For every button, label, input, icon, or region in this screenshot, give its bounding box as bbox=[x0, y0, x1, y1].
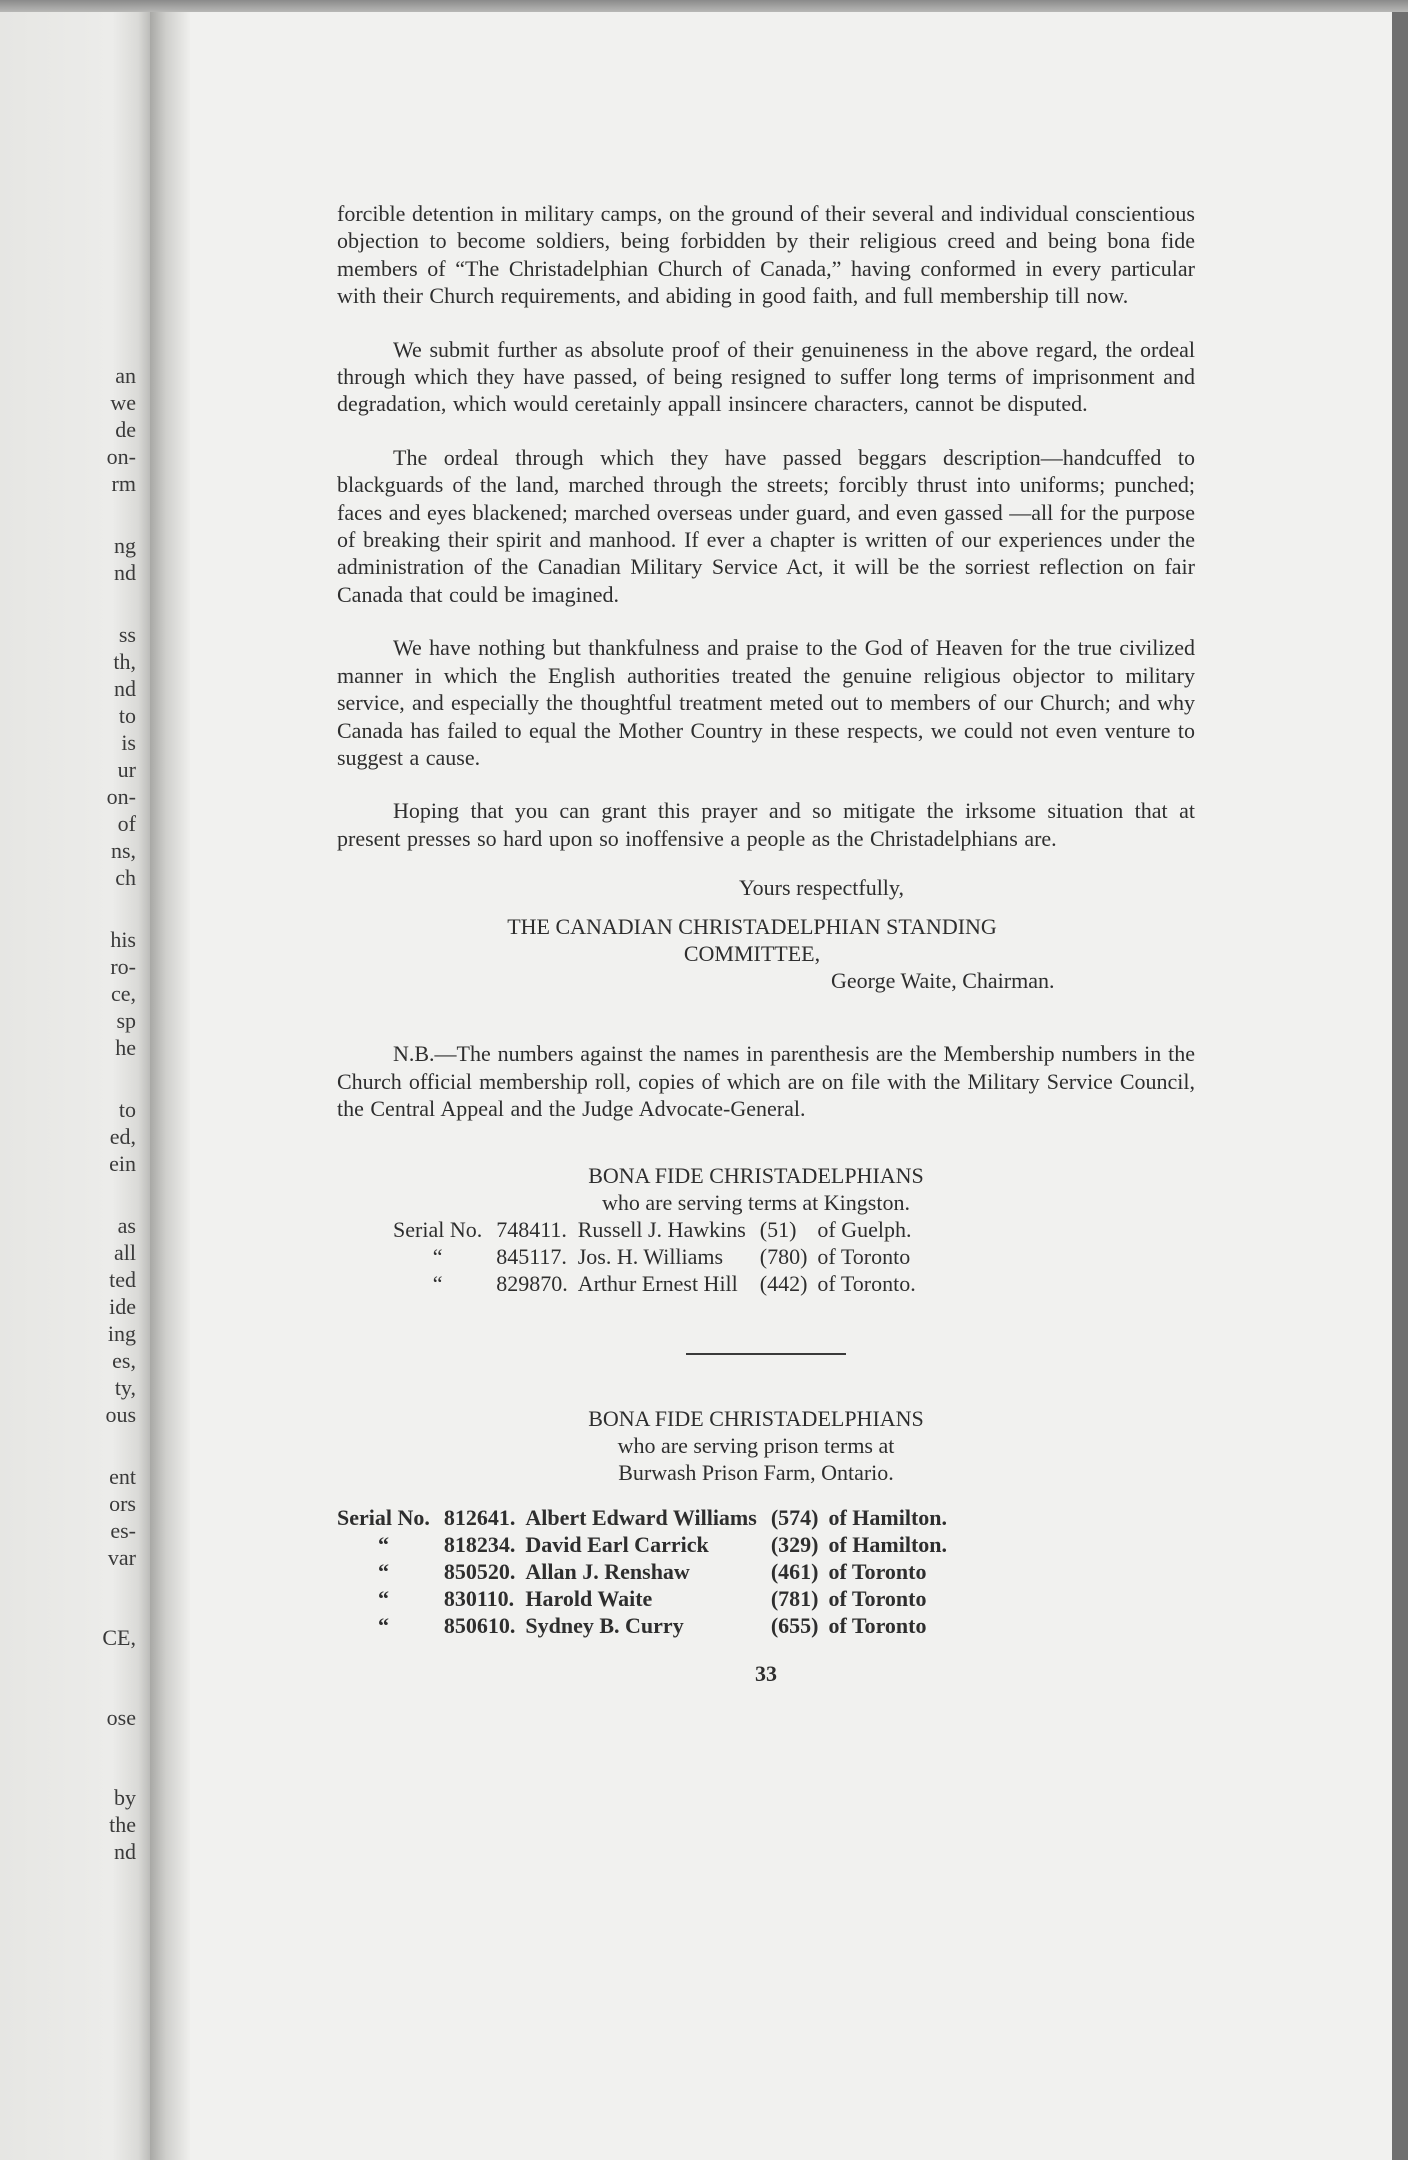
roster-name: Allan J. Renshaw bbox=[525, 1559, 690, 1585]
roster-origin: of Hamilton. bbox=[828, 1532, 948, 1558]
roster-prefix: “ bbox=[432, 1271, 443, 1297]
roster-prefix: “ bbox=[432, 1244, 443, 1270]
left-page-fragment: th, bbox=[113, 649, 136, 674]
left-page-fragment: he bbox=[115, 1035, 136, 1060]
burwash-subheading-1: who are serving prison terms at bbox=[617, 1433, 895, 1459]
signatory: George Waite, Chairman. bbox=[831, 968, 1055, 994]
burwash-heading: BONA FIDE CHRISTADELPHIANS bbox=[588, 1406, 924, 1432]
roster-member: (461) bbox=[770, 1559, 819, 1585]
roster-prefix: Serial No. bbox=[337, 1505, 430, 1531]
left-page-fragment: ein bbox=[109, 1151, 136, 1176]
left-page-fragment: to bbox=[118, 703, 136, 728]
left-page-fragment: ns, bbox=[110, 838, 136, 863]
roster-name: Arthur Ernest Hill bbox=[577, 1271, 738, 1297]
left-page-fragment: on- bbox=[106, 784, 136, 809]
roster-origin: of Toronto. bbox=[817, 1271, 916, 1297]
committee-name-line-1: THE CANADIAN CHRISTADELPHIAN STANDING bbox=[507, 914, 997, 940]
scanner-edge-right bbox=[1392, 0, 1408, 2160]
left-page-fragment: of bbox=[117, 811, 136, 836]
roster-member: (51) bbox=[759, 1217, 797, 1243]
roster-prefix: “ bbox=[377, 1613, 389, 1639]
paragraph-1: forcible detention in military camps, on the ground of their several and individual conscientious objection to become soldiers, being forbidden by their religious creed and being bona fide members of “The Christadelphian Church of Canada,” having conformed in every particular with their Church requirements, and abiding in good faith, and full membership till now. bbox=[337, 201, 1195, 309]
left-page-fragment: nd bbox=[114, 676, 136, 701]
roster-serial: 818234. bbox=[443, 1532, 516, 1558]
left-page-fragment: ose bbox=[106, 1705, 136, 1730]
roster-member: (329) bbox=[770, 1532, 819, 1558]
left-page-fragment: es, bbox=[112, 1348, 136, 1373]
roster-serial: 830110. bbox=[443, 1586, 515, 1612]
left-page-fragment: de bbox=[115, 417, 136, 442]
roster-serial: 845117. bbox=[496, 1244, 567, 1270]
burwash-roster-row bbox=[337, 1531, 947, 1558]
roster-prefix: “ bbox=[377, 1559, 389, 1585]
roster-prefix: “ bbox=[377, 1586, 389, 1612]
roster-origin: of Guelph. bbox=[817, 1217, 912, 1243]
kingston-subheading: who are serving terms at Kingston. bbox=[602, 1190, 910, 1216]
left-page-edge bbox=[0, 0, 150, 2160]
burwash-subheading-2: Burwash Prison Farm, Ontario. bbox=[618, 1460, 894, 1486]
left-page-fragment: es- bbox=[110, 1518, 136, 1543]
left-page-fragment: the bbox=[109, 1812, 136, 1837]
roster-name: Jos. H. Williams bbox=[577, 1244, 724, 1270]
roster-member: (442) bbox=[759, 1271, 808, 1297]
left-page-fragment: ty, bbox=[114, 1375, 136, 1400]
left-page-fragment: ch bbox=[115, 865, 136, 890]
roster-origin: of Toronto bbox=[828, 1586, 927, 1612]
left-page-fragment: as bbox=[117, 1213, 136, 1238]
left-page-fragment: ted bbox=[109, 1267, 136, 1292]
left-page-fragment: CE, bbox=[102, 1625, 136, 1650]
roster-name: Harold Waite bbox=[525, 1586, 653, 1612]
roster-serial: 829870. bbox=[496, 1271, 568, 1297]
roster-name: Sydney B. Curry bbox=[525, 1613, 684, 1639]
burwash-roster-row bbox=[337, 1612, 947, 1639]
roster-member: (780) bbox=[759, 1244, 808, 1270]
page-content bbox=[337, 200, 1195, 1687]
left-page-fragment: ur bbox=[117, 757, 136, 782]
left-page-fragment: all bbox=[114, 1240, 136, 1265]
roster-name: David Earl Carrick bbox=[525, 1532, 709, 1558]
roster-serial: 850610. bbox=[443, 1613, 516, 1639]
left-page-fragment: ng bbox=[114, 533, 136, 558]
roster-serial: 812641. bbox=[443, 1505, 516, 1531]
roster-serial: 850520. bbox=[443, 1559, 516, 1585]
left-page-fragment: ing bbox=[107, 1321, 136, 1346]
roster-origin: of Toronto bbox=[828, 1613, 927, 1639]
burwash-roster-row bbox=[337, 1558, 947, 1585]
kingston-roster-row bbox=[393, 1270, 916, 1297]
left-page-fragment: ce, bbox=[110, 981, 136, 1006]
roster-member: (574) bbox=[770, 1505, 819, 1531]
left-page-fragment: ide bbox=[109, 1294, 136, 1319]
left-page-fragment: his bbox=[110, 927, 136, 952]
paragraph-2: We submit further as absolute proof of their genuineness in the above regard, the ordeal through which they have passed, of being resigned to suffer long terms of imprisonment and degradation, which would ceretainly appall insincere characters, cannot be disputed. bbox=[337, 336, 1195, 417]
roster-origin: of Toronto bbox=[828, 1559, 927, 1585]
left-page-fragment: rm bbox=[111, 471, 136, 496]
scanner-edge-top bbox=[0, 0, 1408, 12]
roster-serial: 748411. bbox=[496, 1217, 567, 1243]
left-page-fragment: by bbox=[114, 1785, 136, 1810]
kingston-roster-row bbox=[393, 1243, 916, 1270]
left-page-fragment: ro- bbox=[110, 954, 136, 979]
left-page-fragment: an bbox=[115, 363, 136, 388]
left-page-fragment: ss bbox=[118, 622, 136, 647]
left-page-fragment: nd bbox=[114, 560, 136, 585]
left-page-fragment: to bbox=[118, 1097, 136, 1122]
left-page-fragment: sp bbox=[116, 1008, 136, 1033]
paragraph-3: The ordeal through which they have passed beggars description—handcuffed to blackguards of the land, marched through the streets; forcibly thrust into uniforms; punched; faces and eyes blackened; marched overseas under guard, and even gassed —all for the purpose of breaking their spirit and manhood. If ever a chapter is written of our experiences under the administration of the Canadian Military Service Act, it will be the sorriest reflection on fair Canada that could be imagined. bbox=[337, 444, 1195, 607]
committee-name-line-2: COMMITTEE, bbox=[683, 941, 821, 967]
roster-prefix: Serial No. bbox=[393, 1217, 483, 1243]
kingston-roster bbox=[393, 1216, 916, 1297]
kingston-heading: BONA FIDE CHRISTADELPHIANS bbox=[588, 1163, 924, 1189]
left-page-fragment: on- bbox=[106, 444, 136, 469]
page-number: 33 bbox=[755, 1661, 777, 1687]
left-page-fragment: ed, bbox=[109, 1124, 136, 1149]
roster-name: Albert Edward Williams bbox=[525, 1505, 757, 1531]
left-page-fragment: ous bbox=[105, 1402, 136, 1427]
roster-prefix: “ bbox=[377, 1532, 389, 1558]
burwash-roster-row bbox=[337, 1504, 947, 1531]
left-page-fragment: var bbox=[107, 1545, 136, 1570]
paragraph-5: Hoping that you can grant this prayer and so mitigate the irksome situation that at present presses so hard upon so inoffensive a people as the Christadelphians are. bbox=[337, 798, 1195, 851]
roster-origin: of Hamilton. bbox=[828, 1505, 948, 1531]
burwash-roster bbox=[337, 1504, 947, 1639]
roster-member: (781) bbox=[770, 1586, 819, 1612]
nb-note: N.B.—The numbers against the names in parenthesis are the Membership numbers in the Church official membership roll, copies of which are on file with the Military Service Council, the Central Appeal and the Judge Advocate-General. bbox=[337, 1041, 1195, 1121]
burwash-roster-row bbox=[337, 1585, 947, 1612]
roster-origin: of Toronto bbox=[817, 1244, 911, 1270]
binding-gutter bbox=[150, 0, 190, 2160]
left-page-fragment: is bbox=[121, 730, 136, 755]
roster-member: (655) bbox=[770, 1613, 819, 1639]
salutation: Yours respectfully, bbox=[739, 875, 904, 901]
roster-name: Russell J. Hawkins bbox=[577, 1217, 746, 1243]
left-page-fragment: nd bbox=[114, 1839, 136, 1864]
kingston-roster-row bbox=[393, 1216, 916, 1243]
paragraph-4: We have nothing but thankfulness and praise to the God of Heaven for the true civilized manner in which the English authorities treated the genuine religious objector to military service, and especially the thoughtful treatment meted out to members of our Church; and why Canada has failed to equal the Mother Country in these respects, we could not even venture to suggest a cause. bbox=[337, 635, 1195, 770]
left-page-fragment: ors bbox=[109, 1491, 136, 1516]
left-page-fragment: we bbox=[110, 390, 136, 415]
left-page-fragment: ent bbox=[109, 1464, 136, 1489]
